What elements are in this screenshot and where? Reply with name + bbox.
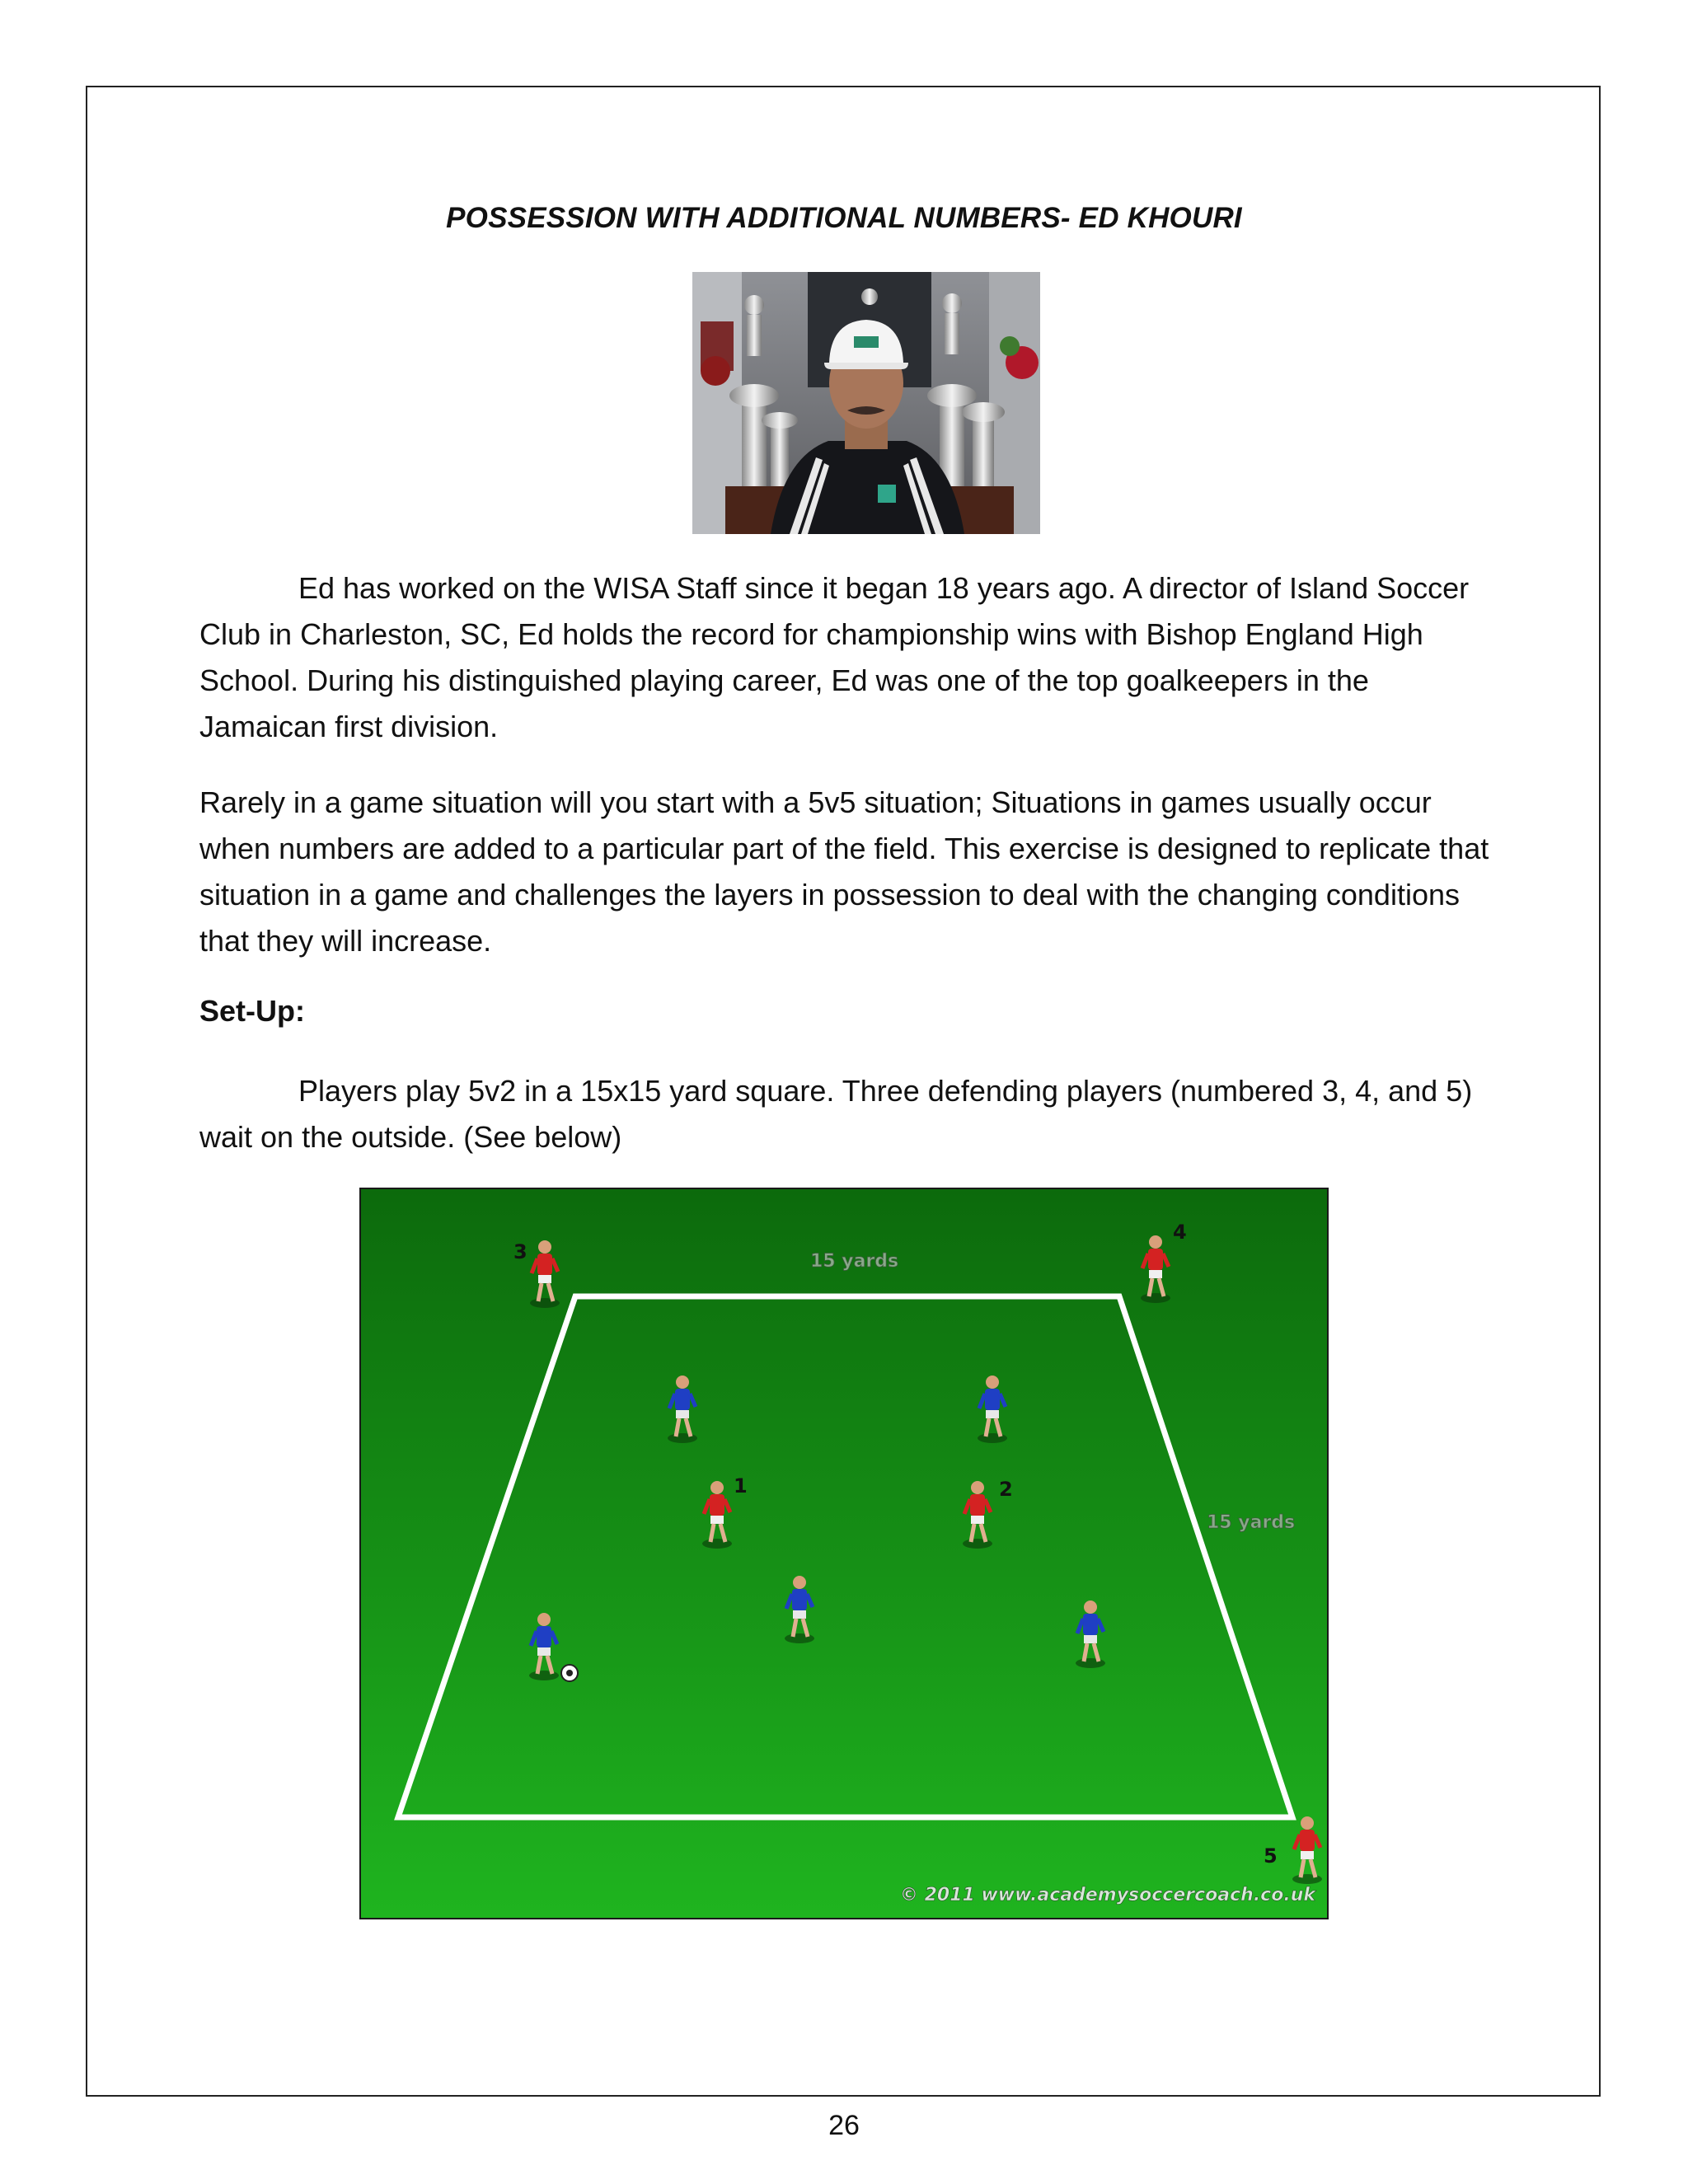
top-distance-label: 15 yards (810, 1251, 899, 1272)
defender-number: 1 (734, 1474, 748, 1497)
bio-paragraph: Ed has worked on the WISA Staff since it began 18 years ago. A director of Island Soccer Club in Charleston, SC, Ed holds the record for championship wins with Bishop England High School. During his distinguished playing career, Ed was one of the top goalkeepers in the Jamaican first division. (199, 571, 1470, 743)
defender-number: 4 (1173, 1221, 1187, 1244)
side-distance-label: 15 yards (1207, 1512, 1296, 1533)
description-paragraph: Rarely in a game situation will you start with a 5v5 situation; Situations in games usually occur when numbers are added to a particular part of the field. This exercise is designed to replicate that situation in a game and challenges the layers in possession to deal with the changing conditions that they will increase. (199, 785, 1489, 958)
setup-heading: Set-Up: (199, 994, 305, 1028)
page-title: POSSESSION WITH ADDITIONAL NUMBERS- ED KHOURI (446, 202, 1242, 234)
defender-number: 5 (1264, 1844, 1278, 1868)
drill-diagram (359, 1188, 1329, 1919)
page-number: 26 (828, 2110, 860, 2141)
setup-paragraph: Players play 5v2 in a 15x15 yard square. Three defending players (numbered 3, 4, and 5) wait on the outside. (See below) (199, 1074, 1473, 1154)
coach-photo (692, 272, 1040, 534)
defender-number: 2 (999, 1478, 1013, 1501)
diagram-copyright: © 2011 www.academysoccercoach.co.uk (899, 1885, 1315, 1905)
defender-number: 3 (513, 1240, 528, 1263)
